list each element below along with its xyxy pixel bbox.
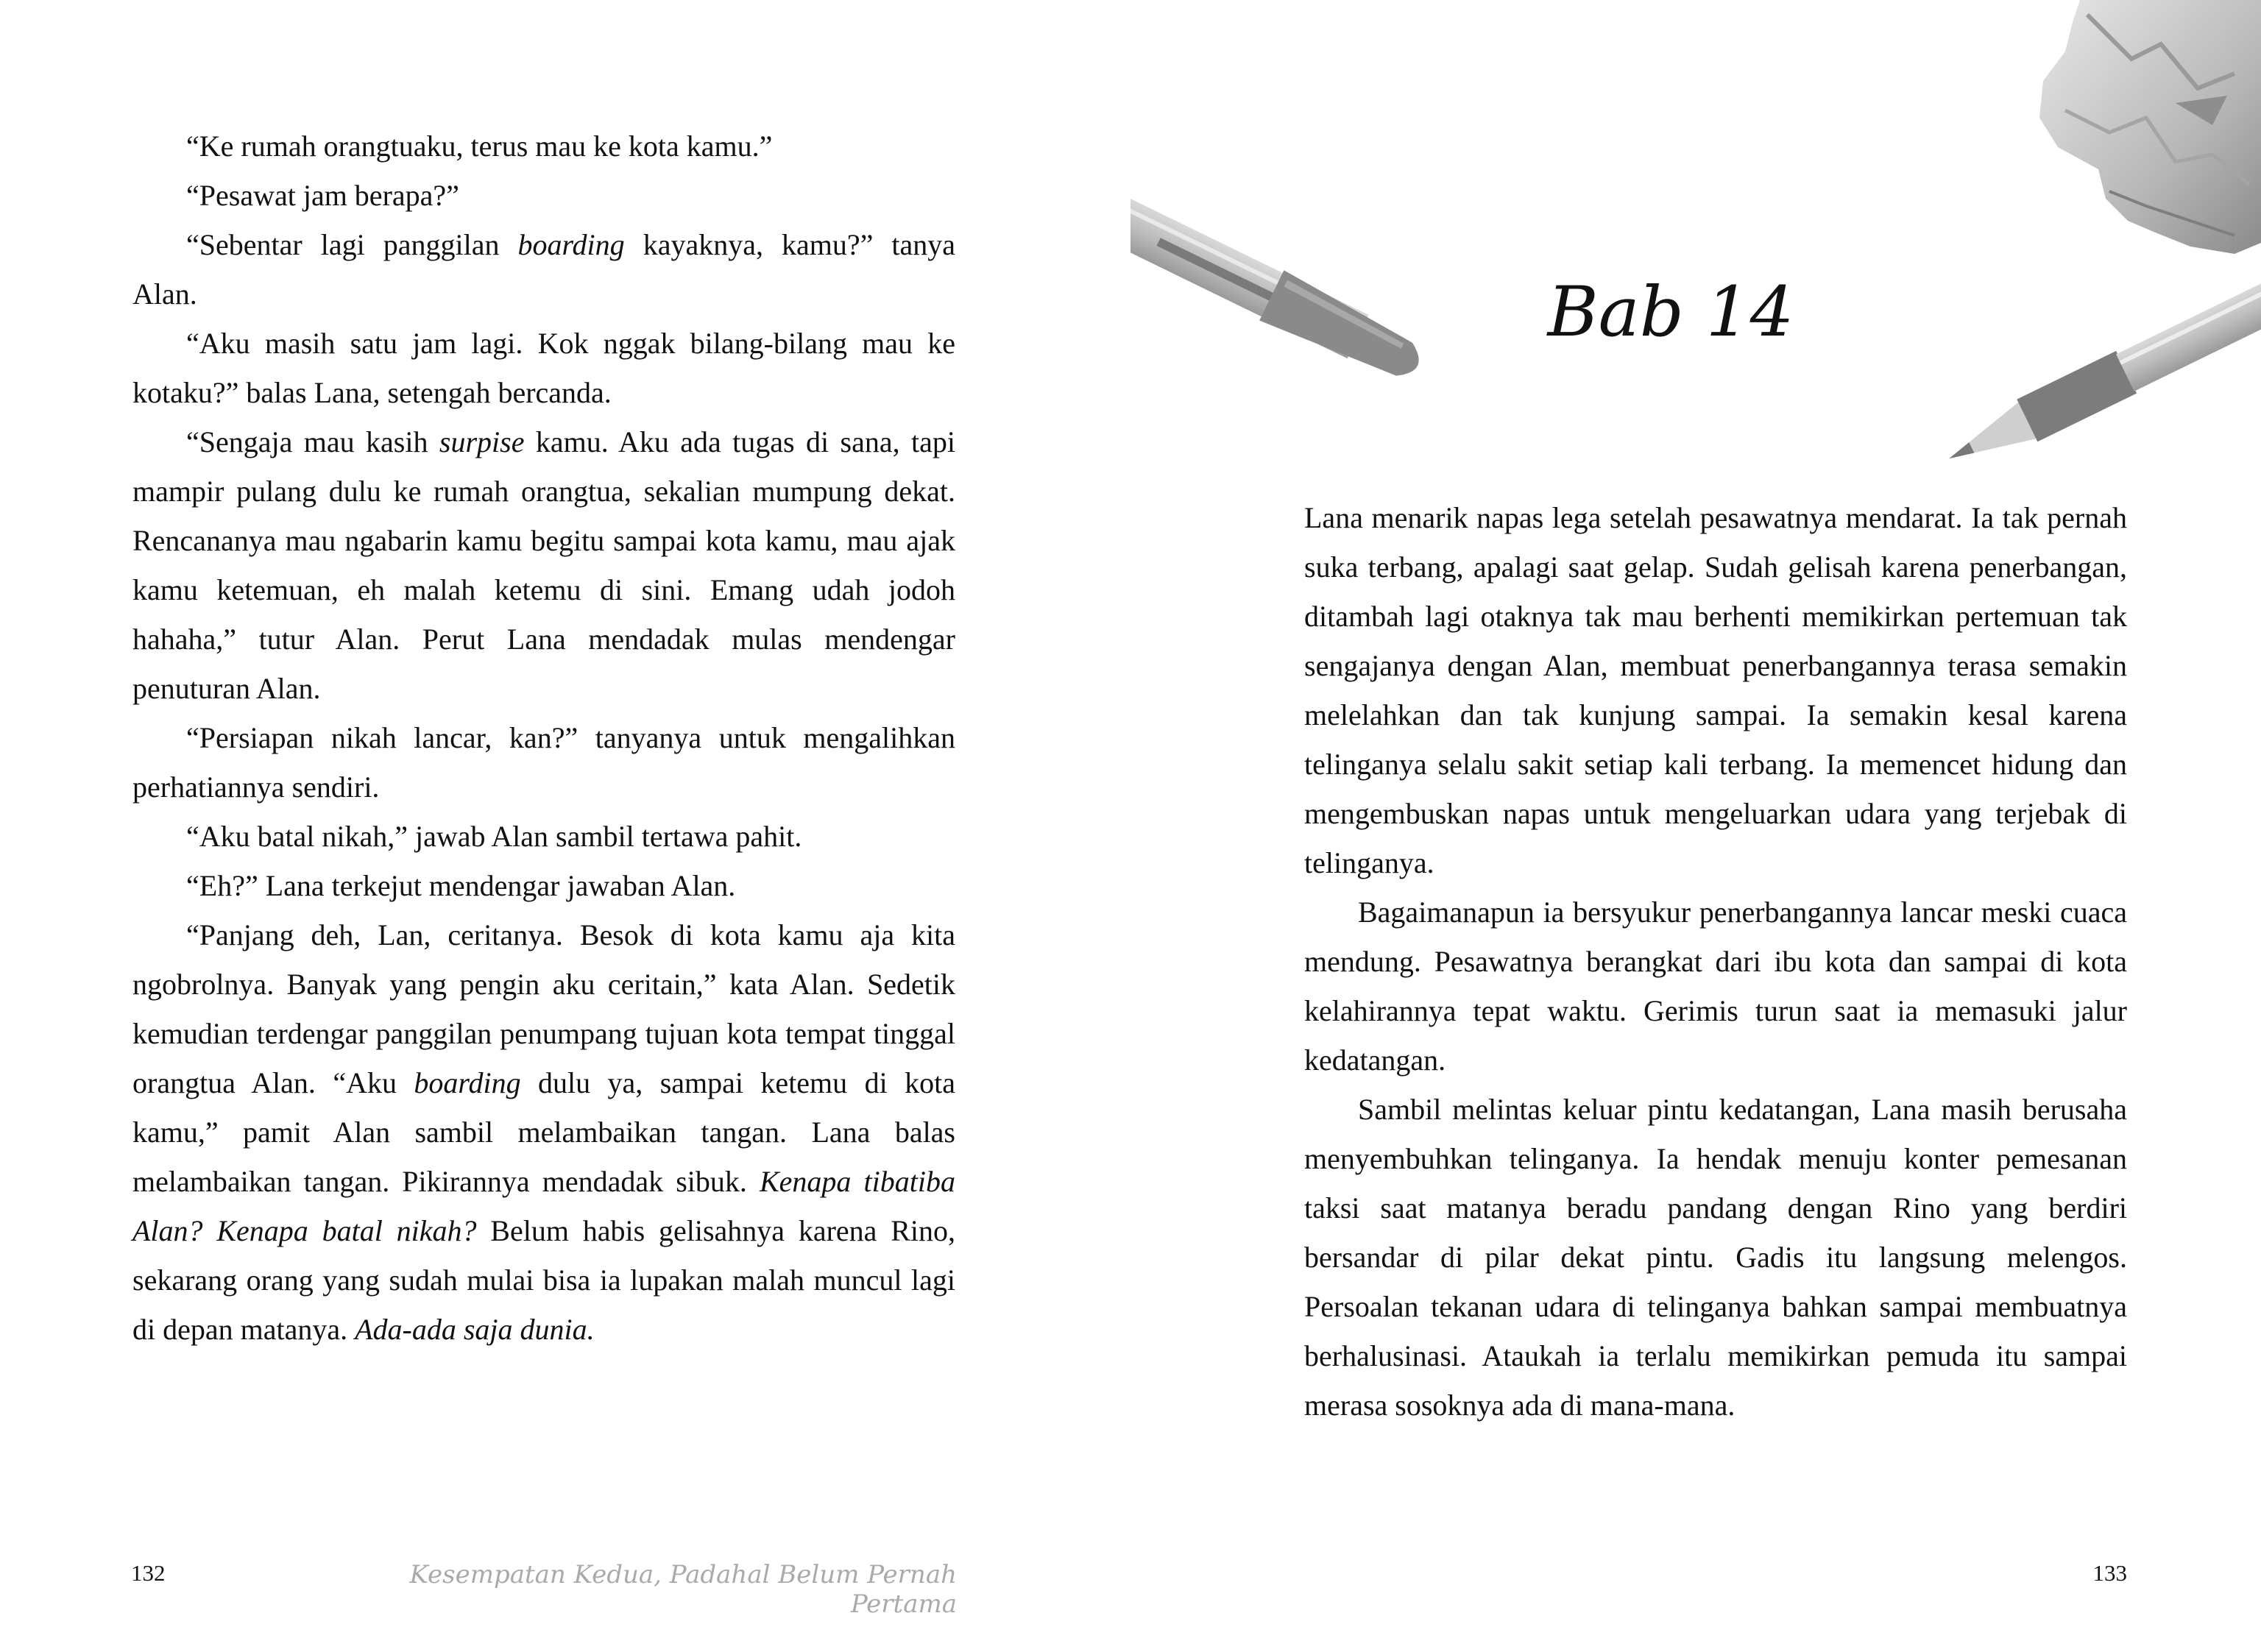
text-run: “Panjang deh, Lan, ceritanya. Besok di kota kamu aja kita ngobrolnya. Banyak yang pengin aku ceritain,” kata Alan. Sedetik kemudian terdengar panggilan penumpang tujuan kota tempat tinggal orangtua Alan. “Aku bbox=[132, 918, 955, 1099]
italic-text: boarding bbox=[517, 228, 625, 261]
text-run: “Sebentar lagi panggilan bbox=[186, 228, 518, 261]
text-run: Belum habis gelisahnya karena Rino, sekarang orang yang sudah mulai bisa ia lupakan malah muncul lagi di depan matanya. bbox=[132, 1214, 956, 1346]
text-run: kamu. Aku ada tugas di sana, tapi mampir pulang dulu ke rumah orangtua, sekalian mumpung dekat. Rencananya mau ngabarin kamu begitu sampai kota kamu, mau ajak kamu ketemuan, eh malah ketemu di sini. Emang udah jodoh hahaha,” tutur Alan. Perut Lana mendadak mulas mendengar penuturan Alan. bbox=[132, 425, 955, 705]
running-title: Kesempatan Kedua, Padahal Belum Pernah Pertama bbox=[409, 1560, 957, 1619]
right-body-text bbox=[1304, 493, 2127, 1430]
pen-illustration bbox=[1130, 177, 1429, 391]
pencil-illustration bbox=[1939, 216, 2261, 471]
page-number-right: 133 bbox=[2092, 1560, 2127, 1586]
text-run: “Persiapan nikah lancar, kan?” tanyanya untuk mengalihkan perhatiannya sendiri. bbox=[132, 721, 955, 804]
text-run: “Sengaja mau kasih bbox=[186, 425, 439, 458]
text-run: “Aku masih satu jam lagi. Kok nggak bilang-bilang mau ke kotaku?” balas Lana, setengah bercanda. bbox=[132, 327, 955, 409]
stationery-illustration bbox=[1130, 0, 2261, 471]
paragraph bbox=[132, 417, 955, 713]
text-run: “Eh?” Lana terkejut mendengar jawaban Alan. bbox=[186, 869, 736, 902]
paragraph bbox=[132, 220, 955, 319]
paragraph bbox=[132, 812, 955, 861]
text-run: Lana menarik napas lega setelah pesawatnya mendarat. Ia tak pernah suka terbang, apalagi saat gelap. Sudah gelisah karena penerbangan, ditambah lagi otaknya tak mau berhenti memikirkan pertemuan tak sengajanya dengan Alan, membuat penerbangannya terasa semakin melelahkan dan tak kunjung sampai. Ia semakin kesal karena telinganya selalu sakit setiap kali terbang. Ia memencet hidung dan mengembuskan napas untuk mengeluarkan udara yang terjebak di telinganya. bbox=[1304, 501, 2127, 879]
paragraph bbox=[1304, 1085, 2127, 1430]
text-run: “Pesawat jam berapa?” bbox=[186, 179, 459, 212]
text-run: Bagaimanapun ia bersyukur penerbangannya lancar meski cuaca mendung. Pesawatnya berangkat dari ibu kota dan sampai di kota kelahirannya tepat waktu. Gerimis turun saat ia memasuki jalur kedatangan. bbox=[1304, 896, 2127, 1077]
text-run: “Aku batal nikah,” jawab Alan sambil tertawa pahit. bbox=[186, 820, 802, 853]
page-number-left: 132 bbox=[131, 1560, 166, 1586]
chapter-title: Bab 14 bbox=[1547, 272, 1794, 352]
text-run: Sambil melintas keluar pintu kedatangan, Lana masih berusaha menyembuhkan telinganya. Ia hendak menuju konter pemesanan taksi saat matanya beradu pandang dengan Rino yang berdiri bersandar di pilar dekat pintu. Gadis itu langsung melengos. Persoalan tekanan udara di telinganya bahkan sampai membuatnya berhalusinasi. Ataukah ia terlalu memikirkan pemuda itu sampai merasa sosoknya ada di mana-mana. bbox=[1304, 1093, 2127, 1422]
paragraph bbox=[132, 861, 955, 910]
text-run: dulu ya, sampai ketemu di kota kamu,” pamit Alan sambil melambaikan tangan. Lana balas melambaikan tangan. Pikirannya mendadak sibuk. bbox=[132, 1066, 955, 1198]
paragraph bbox=[132, 910, 955, 1354]
left-body-text bbox=[132, 121, 955, 1354]
italic-text: Ada-ada saja dunia. bbox=[355, 1313, 595, 1346]
paragraph bbox=[1304, 887, 2127, 1085]
left-page bbox=[0, 0, 1130, 1652]
italic-text: Kenapa tibatiba Alan? Kenapa batal nikah? bbox=[132, 1165, 955, 1247]
text-run: kayaknya, kamu?” tanya Alan. bbox=[132, 228, 955, 311]
paragraph bbox=[132, 121, 955, 171]
text-run: “Ke rumah orangtuaku, terus mau ke kota kamu.” bbox=[186, 130, 773, 163]
paragraph bbox=[132, 319, 955, 417]
italic-text: boarding bbox=[414, 1066, 521, 1099]
paragraph bbox=[132, 713, 955, 812]
crumpled-paper-illustration bbox=[2039, 0, 2261, 254]
paragraph bbox=[132, 171, 955, 220]
right-page bbox=[1130, 0, 2261, 1652]
italic-text: surpise bbox=[439, 425, 525, 458]
paragraph bbox=[1304, 493, 2127, 887]
